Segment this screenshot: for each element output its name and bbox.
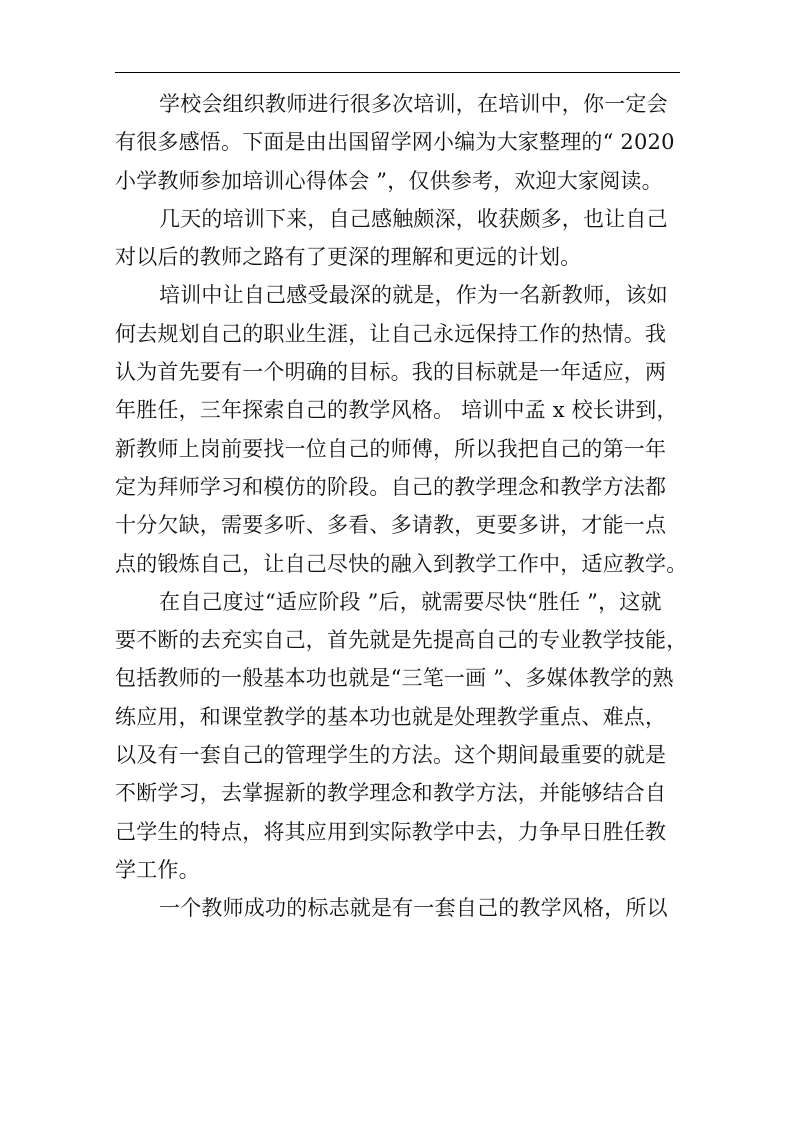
- paragraph-training-summary: [115, 200, 685, 277]
- text-line: 一个教师成功的标志就是有一套自己的教学风格，所以: [159, 896, 668, 921]
- text-line: 对以后的教师之路有了更深的理解和更远的计划。: [115, 245, 582, 270]
- text-line: 新教师上岗前要找一位自己的师傅，所以我把自己的第一年: [115, 436, 667, 461]
- text-line: 己学生的特点，将其应用到实际教学中去，力争早日胜任教: [115, 819, 667, 844]
- text-line: 小学教师参加培训心得体会 ”，仅供参考，欢迎大家阅读。: [115, 168, 663, 193]
- text-line: 十分欠缺，需要多听、多看、多请教，更要多讲，才能一点: [115, 513, 667, 538]
- text-line: 何去规划自己的职业生涯，让自己永远保持工作的热情。我: [115, 321, 667, 346]
- text-line: 不断学习，去掌握新的教学理念和教学方法，并能够结合自: [115, 781, 667, 806]
- text-line: 要不断的去充实自己，首先就是先提高自己的专业教学技能，: [115, 628, 688, 653]
- text-line: 在自己度过“适应阶段 ”后，就需要尽快“胜任 ”，这就: [159, 589, 662, 614]
- text-line: 学校会组织教师进行很多次培训，在培训中，你一定会: [159, 92, 668, 116]
- document-body: [115, 85, 688, 928]
- paragraph-intro: [115, 85, 685, 200]
- paragraph-competence: [115, 583, 688, 889]
- text-line: 练应用，和课堂教学的基本功也就是处理教学重点、难点，: [115, 704, 667, 729]
- text-line: 点的锻炼自己，让自己尽快的融入到教学工作中，适应教学。: [115, 551, 688, 576]
- text-line: 几天的培训下来，自己感触颇深，收获颇多，也让自己: [159, 206, 668, 231]
- text-line: 定为拜师学习和模仿的阶段。自己的教学理念和教学方法都: [115, 474, 667, 499]
- paragraph-career-goals: [115, 276, 688, 582]
- text-line: 年胜任，三年探索自己的教学风格。 培训中孟 x 校长讲到，: [115, 398, 678, 423]
- text-line: 以及有一套自己的管理学生的方法。这个期间最重要的就是: [115, 743, 667, 768]
- paragraph-teaching-style: [115, 889, 685, 927]
- text-line: 培训中让自己感受最深的就是，作为一名新教师，该如: [159, 283, 668, 308]
- text-line: 有很多感悟。下面是由出国留学网小编为大家整理的“ 2020: [115, 130, 675, 155]
- text-line: 认为首先要有一个明确的目标。我的目标就是一年适应，两: [115, 360, 667, 385]
- header-rule: [115, 72, 680, 73]
- text-line: 学工作。: [115, 857, 200, 882]
- text-line: 包括教师的一般基本功也就是“三笔一画 ”、多媒体教学的熟: [115, 666, 674, 691]
